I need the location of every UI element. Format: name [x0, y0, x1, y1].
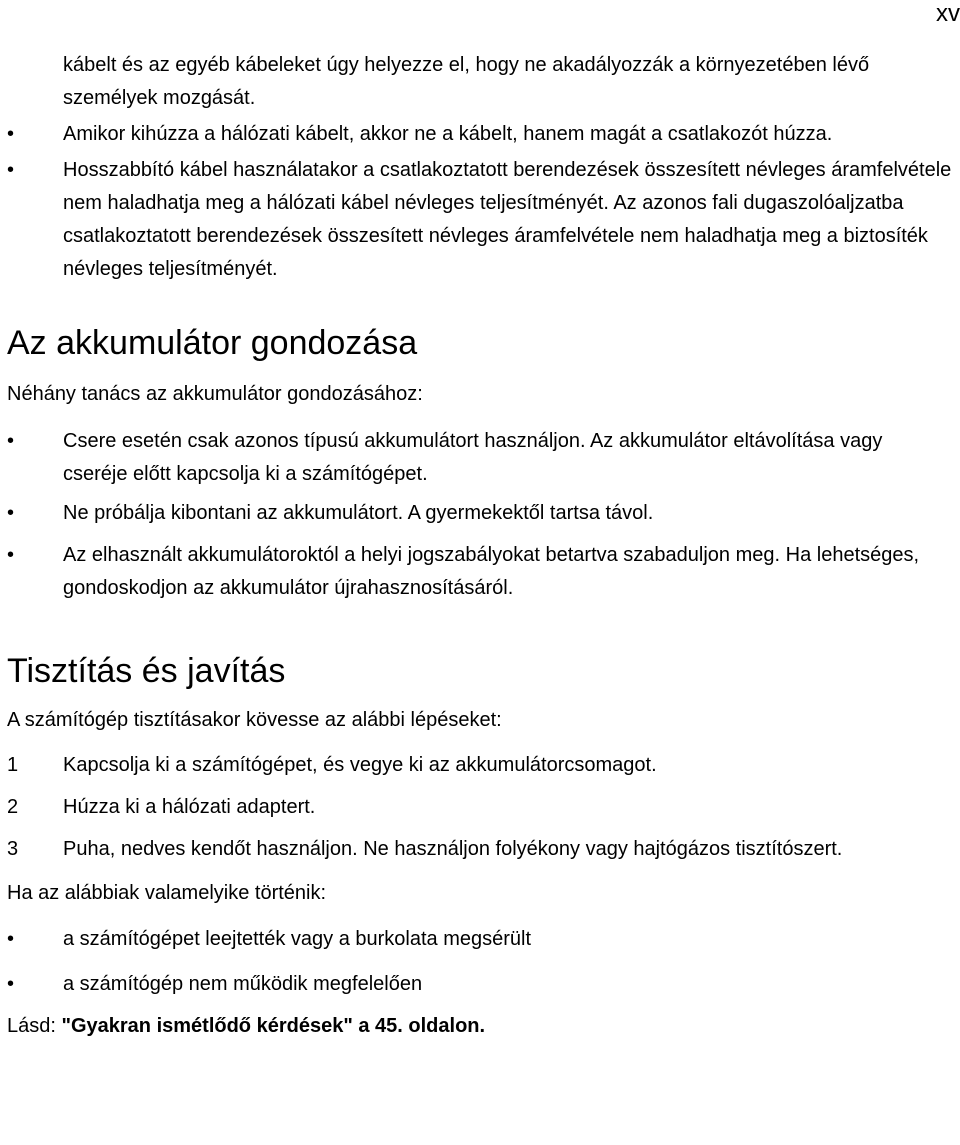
bullet-text: Amikor kihúzza a hálózati kábelt, akkor ne a kábelt, hanem magát a csatlakozót húzza. [63, 123, 833, 145]
bullet-text: Az elhasznált akkumulátoroktól a helyi jogszabályokat betartva szabaduljon meg. Ha lehetséges, gondoskodjon az akkumulátor újrahasznosításáról. [63, 544, 920, 599]
intro-bullet-list [7, 118, 952, 286]
step-number: 3 [7, 838, 19, 860]
list-item [7, 539, 952, 605]
cleaning-heading: Tisztítás és javítás [7, 652, 286, 690]
see-also-line [7, 1010, 952, 1043]
page-number: xv [936, 0, 960, 27]
cleaning-steps [7, 749, 952, 866]
bullet-text: Csere esetén csak azonos típusú akkumulátort használjon. Az akkumulátor eltávolítása vagy cseréje előtt kapcsolja ki a számítógépet. [63, 430, 883, 485]
if-intro: Ha az alábbiak valamelyike történik: [7, 882, 327, 904]
bullet-icon: • [7, 430, 15, 452]
bullet-icon: • [7, 502, 15, 524]
list-item [7, 791, 952, 824]
step-text: Puha, nedves kendőt használjon. Ne használjon folyékony vagy hajtógázos tisztítószert. [63, 838, 843, 860]
bullet-icon: • [7, 544, 15, 566]
step-number: 2 [7, 796, 19, 818]
list-item [7, 425, 952, 491]
list-item [7, 497, 952, 530]
list-item [7, 833, 952, 866]
bullet-icon: • [7, 123, 15, 145]
step-text: Kapcsolja ki a számítógépet, és vegye ki az akkumulátorcsomagot. [63, 754, 657, 776]
bullet-icon: • [7, 928, 15, 950]
bullet-text: a számítógép nem működik megfelelően [63, 973, 423, 995]
see-suffix: . [479, 1015, 486, 1037]
bullet-text: Hosszabbító kábel használatakor a csatlakoztatott berendezések összesített névleges áramfelvétele nem haladhatja meg a hálózati kábel névleges teljesítményét. Az azonos fali dugaszolóaljzatba csatlakoztatott berendezések összesített névleges áramfelvétele nem haladhatja meg a biztosíték névleges teljesítményét. [63, 159, 952, 280]
list-item [7, 968, 952, 1001]
list-item [7, 749, 952, 782]
bullet-text: a számítógépet leejtették vagy a burkolata megsérült [63, 928, 532, 950]
step-text: Húzza ki a hálózati adaptert. [63, 796, 316, 818]
see-prefix: Lásd: [7, 1015, 62, 1037]
bullet-icon: • [7, 973, 15, 995]
battery-bullet-list [7, 425, 952, 605]
if-bullet-list [7, 923, 952, 1001]
list-item [7, 154, 952, 286]
faq-page-link[interactable]: "Gyakran ismétlődő kérdések" a 45. oldalon [61, 1015, 480, 1037]
list-item [7, 923, 952, 956]
page-content [7, 0, 952, 1043]
battery-intro: Néhány tanács az akkumulátor gondozásához: [7, 383, 423, 405]
cleaning-intro: A számítógép tisztításakor kövesse az alábbi lépéseket: [7, 709, 502, 731]
bullet-text: Ne próbálja kibontani az akkumulátort. A gyermekektől tartsa távol. [63, 502, 654, 524]
step-number: 1 [7, 754, 19, 776]
bullet-icon: • [7, 159, 15, 181]
list-item [7, 118, 952, 151]
intro-continuation: kábelt és az egyéb kábeleket úgy helyezze el, hogy ne akadályozzák a környezetében lévő személyek mozgását. [63, 54, 870, 109]
battery-heading: Az akkumulátor gondozása [7, 324, 418, 362]
